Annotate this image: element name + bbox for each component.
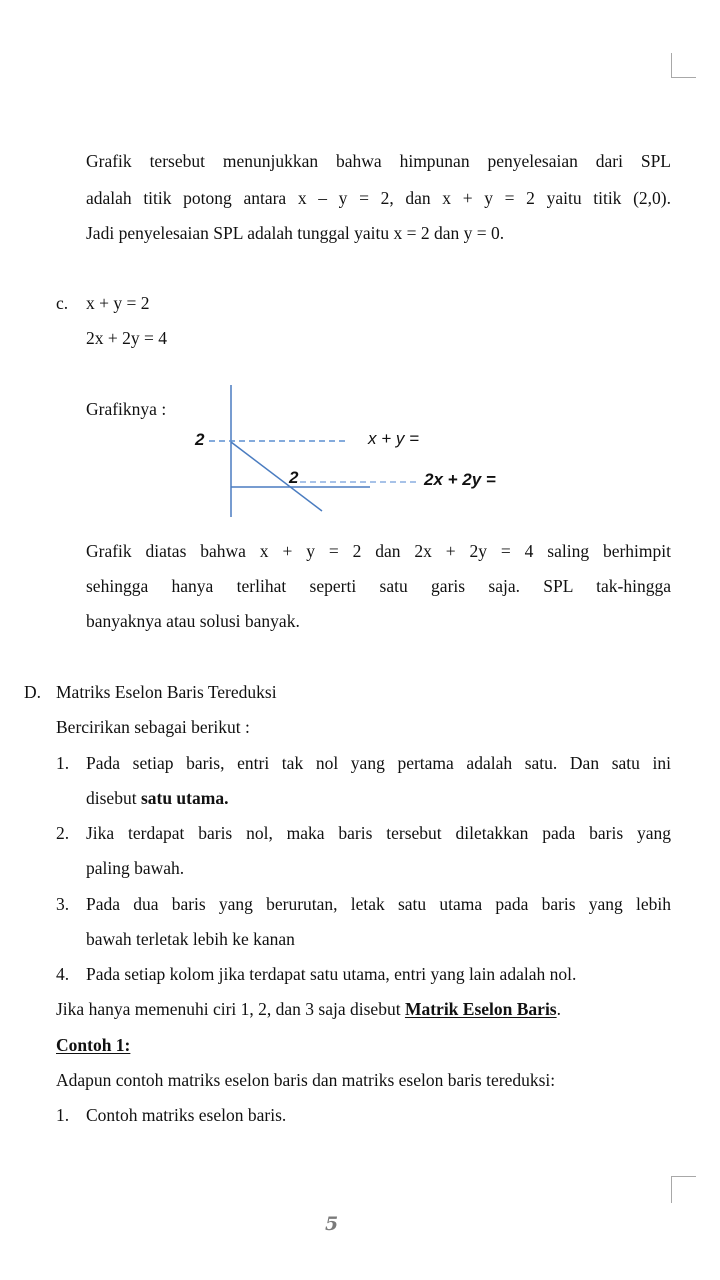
definition-note bbox=[56, 998, 561, 1020]
item-c-marker: c. bbox=[56, 293, 69, 313]
item-c-equation-2: 2x + 2y = 4 bbox=[86, 328, 167, 348]
paragraph-c-line-1: Grafik diatas bahwa x + y = 2 dan 2x + 2y = 4 saling berhimpit bbox=[86, 541, 671, 561]
graph-line-label-2: 2x + 2y = bbox=[424, 470, 496, 489]
graph-y-intercept-label: 2 bbox=[195, 430, 205, 449]
list-item-1-number: 1. bbox=[56, 753, 70, 773]
paragraph-c-line-3: banyaknya atau solusi banyak. bbox=[86, 611, 300, 631]
example-item-1-text: Contoh matriks eselon baris. bbox=[86, 1105, 287, 1125]
list-item-1-prefix: disebut bbox=[86, 788, 141, 808]
list-item-2-line-2: paling bawah. bbox=[86, 858, 185, 878]
item-c-equation-1: x + y = 2 bbox=[86, 293, 150, 313]
section-d-intro: Bercirikan sebagai berikut : bbox=[56, 717, 250, 737]
page-number: 5 bbox=[325, 1213, 339, 1235]
example-item-1-number: 1. bbox=[56, 1105, 70, 1125]
graph-x-intercept-label: 2 bbox=[289, 468, 299, 487]
list-item-2-line-1: Jika terdapat baris nol, maka baris tersebut diletakkan pada baris yang bbox=[86, 823, 671, 843]
term-satu-utama: satu utama. bbox=[140, 788, 229, 808]
list-item-4-number: 4. bbox=[56, 964, 70, 984]
graph-line-x-plus-y bbox=[231, 442, 322, 511]
example-heading: Contoh 1: bbox=[56, 1035, 131, 1055]
graph-caption: Grafiknya : bbox=[86, 399, 167, 419]
list-item-3-line-2: bawah terletak lebih ke kanan bbox=[86, 929, 295, 949]
list-item-1-line-1: Pada setiap baris, entri tak nol yang pertama adalah satu. Dan satu ini bbox=[86, 753, 671, 773]
section-d-marker: D. bbox=[24, 682, 42, 702]
note-suffix: . bbox=[556, 999, 561, 1019]
list-item-3-line-1: Pada dua baris yang berurutan, letak satu utama pada baris yang lebih bbox=[86, 894, 671, 914]
section-d-title: Matriks Eselon Baris Tereduksi bbox=[56, 682, 277, 702]
paragraph-b-line-1: Grafik tersebut menunjukkan bahwa himpunan penyelesaian dari SPL bbox=[86, 151, 671, 171]
note-prefix: Jika hanya memenuhi ciri 1, 2, dan 3 saja disebut bbox=[56, 999, 405, 1019]
paragraph-b-line-2: adalah titik potong antara x – y = 2, dan x + y = 2 yaitu titik (2,0). bbox=[86, 188, 671, 208]
example-intro: Adapun contoh matriks eselon baris dan matriks eselon baris tereduksi: bbox=[56, 1070, 556, 1090]
list-item-2-number: 2. bbox=[56, 823, 70, 843]
paragraph-c-line-2: sehingga hanya terlihat seperti satu garis saja. SPL tak-hingga bbox=[86, 576, 671, 596]
list-item-4-line-1: Pada setiap kolom jika terdapat satu utama, entri yang lain adalah nol. bbox=[86, 964, 577, 984]
list-item-3-number: 3. bbox=[56, 894, 70, 914]
list-item-1-line-2 bbox=[86, 787, 228, 809]
graph-line-label-1: x + y = bbox=[368, 429, 420, 448]
paragraph-b-line-3: Jadi penyelesaian SPL adalah tunggal yaitu x = 2 dan y = 0. bbox=[86, 223, 505, 243]
term-matrik-eselon-baris: Matrik Eselon Baris bbox=[404, 999, 557, 1019]
